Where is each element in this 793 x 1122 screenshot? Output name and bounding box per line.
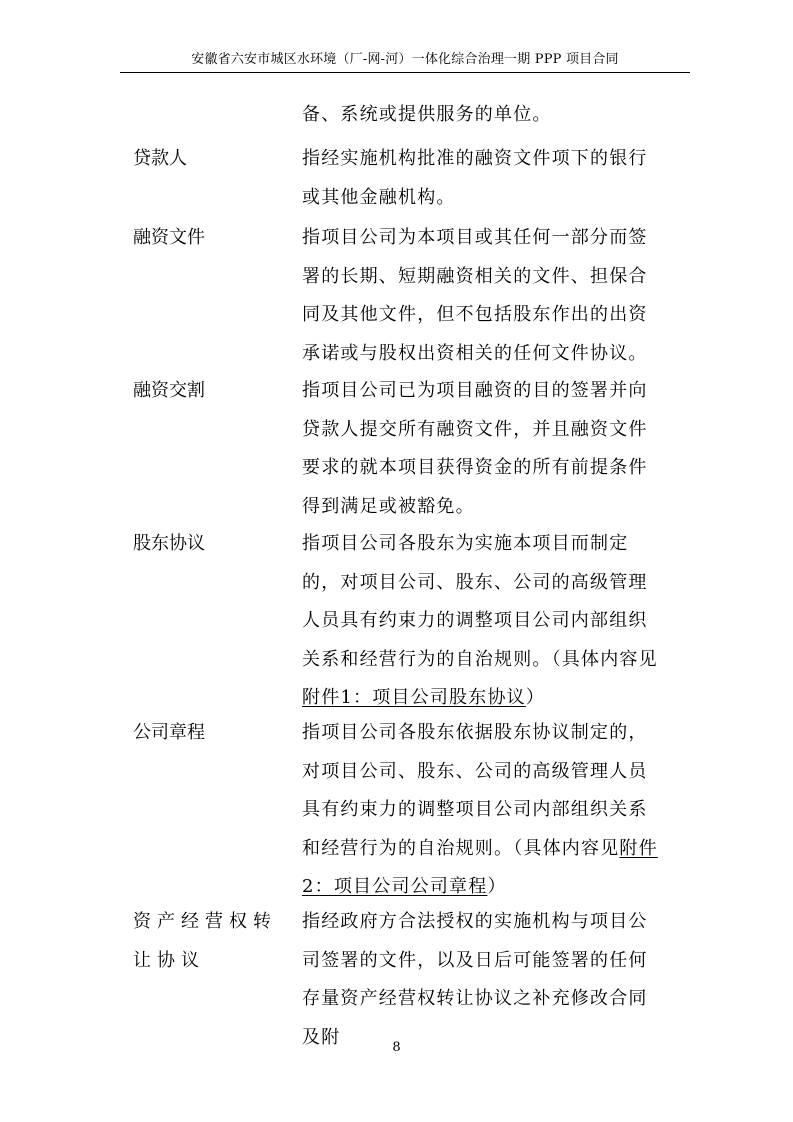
definition-body: 指项目公司各股东为实施本项目而制定的，对项目公司、股东、公司的高级管理人员具有约束力的调整项目公司内部组织关系和经营行为的自治规则。（具体内容见 (302, 533, 658, 670)
term-label: 股东协议 (133, 533, 205, 554)
term-label: 贷款人 (133, 148, 187, 169)
term-label: 公司章程 (133, 722, 205, 743)
definition-close: ） (487, 876, 507, 897)
running-header: 安徽省六安市城区水环境（厂-网-河）一体化综合治理一期 PPP 项目合同 (191, 52, 619, 67)
definition-text: 指经政府方合法授权的实施机构与项目公司签署的文件，以及日后可能签署的任何存量资产经营权转让协议之补充修改合同及附 (302, 911, 648, 1048)
definition-text: 指项目公司为本项目或其任何一部分而签署的长期、短期融资相关的文件、担保合同及其他文件，但不包括股东作出的出资承诺或与股权出资相关的任何文件协议。 (302, 227, 648, 364)
definition-text: 指经实施机构批准的融资文件项下的银行或其他金融机构。 (302, 148, 648, 208)
definition-text (302, 525, 664, 718)
header-rule (120, 72, 690, 73)
term-label: 融资交割 (133, 380, 205, 401)
annex-2-link[interactable]: 附件2：项目公司公司章程 (302, 837, 658, 897)
term-label: 资产经营权转让协议 (133, 911, 277, 971)
definition-text: 指项目公司已为项目融资的目的签署并向贷款人提交所有融资文件，并且融资文件要求的就本项目获得资金的所有前提条件得到满足或被豁免。 (302, 380, 648, 517)
page-number: 8 (392, 1040, 401, 1055)
definition-body: 指项目公司各股东依据股东协议制定的，对项目公司、股东、公司的高级管理人员具有约束力的调整项目公司内部组织关系和经营行为的自治规则。（具体内容见 (302, 722, 648, 859)
continuation-text: 备、系统或提供服务的单位。 (302, 104, 552, 125)
term-label: 融资文件 (133, 227, 205, 248)
definition-close: ） (525, 687, 546, 708)
annex-1-link[interactable]: 附件1：项目公司股东协议 (302, 687, 526, 708)
definition-text (302, 714, 664, 907)
